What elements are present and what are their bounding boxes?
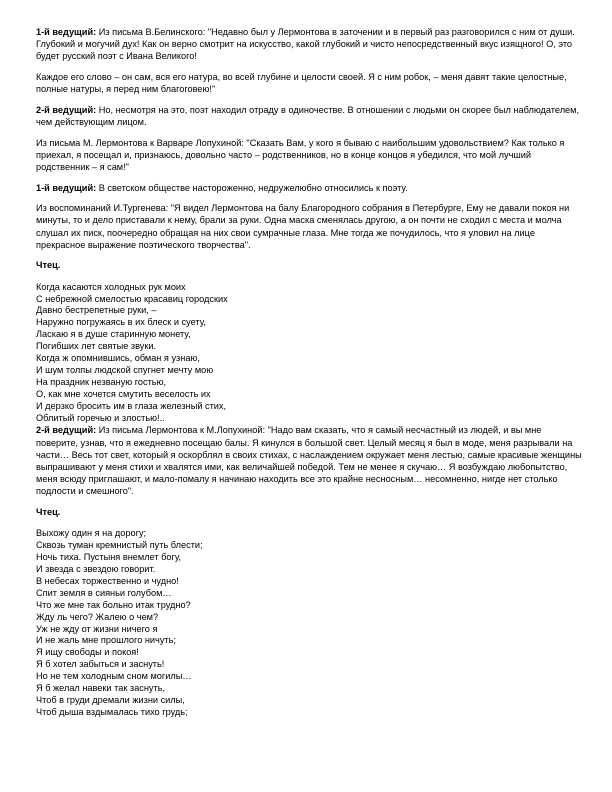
poem-line: Наружно погружаясь в их блеск и суету,: [36, 317, 206, 328]
poem-line: Чтоб в груди дремали жизни силы,: [36, 694, 185, 705]
reader-heading: Чтец.: [36, 260, 61, 271]
poem-line: Уж не жду от жизни ничего я: [36, 623, 158, 634]
poem-line: О, как мне хочется смутить веселость их: [36, 388, 211, 399]
paragraph-4: [36, 137, 582, 174]
paragraph-text: Каждое его слово – он сам, вся его натура, во всей глубине и целости своей. Я с ним робок, – меня давят такие целостные, полные натуры, я перед ним благоговею!": [36, 72, 567, 95]
paragraph-text: Из письма М. Лермонтова к Варваре Лопухиной: "Сказать Вам, у кого я бываю с наибольшим удовольствием? Как только я приехал, я посещал и, признаюсь, довольно часто – родственников, но в конце концов я убедился, что мой лучший родственник – я сам!": [36, 137, 565, 172]
paragraph-2: [36, 71, 582, 95]
poem-line: Я б желал навеки так заснуть,: [36, 683, 166, 694]
paragraph-text: Но, несмотря на это, поэт находил отраду в одиночестве. В отношении с людьми он скорее был наблюдателем, чем действующим лицом.: [36, 104, 580, 127]
poem-line: И дерзко бросить им в глаза железный стих,: [36, 400, 227, 411]
paragraph-1: [36, 26, 582, 63]
poem-line: И не жаль мне прошлого ничуть;: [36, 635, 176, 646]
speaker-label: 1-й ведущий:: [36, 27, 97, 37]
speaker-label: 1-й ведущий:: [36, 182, 97, 193]
poem-line: Ночь тиха. Пустыня внемлет богу,: [36, 552, 182, 563]
poem-line: Я б хотел забыться и заснуть!: [36, 659, 165, 670]
paragraph-3: [36, 104, 582, 128]
poem-line: С небрежной смелостью красавиц городских: [36, 293, 228, 304]
speaker-label: 2-й ведущий:: [36, 104, 97, 115]
paragraph-7: [36, 424, 582, 497]
poem-line: Что же мне так больно итак трудно?: [36, 599, 191, 610]
poem-line: Когда ж опомнившись, обман я узнаю,: [36, 353, 200, 364]
poem-line: Но не тем холодным сном могилы…: [36, 671, 192, 682]
poem-line: И звезда с звездою говорит.: [36, 564, 156, 574]
paragraph-6: [36, 202, 582, 251]
poem-line: Когда касаются холодных рук моих: [36, 281, 186, 292]
poem-line: Выхожу один я на дорогу;: [36, 528, 147, 539]
paragraph-text: Из письма Лермонтова к М.Лопухиной: "Надо вам сказать, что я самый несчастный из людей, и вы мне поверите, узнав, что я ежедневно посещаю балы. Я кинулся в большой свет. Целый месяц я был в моде, меня разрывали на части… Весь тот свет, который я оскорблял в своих стихах, с наслаждением окружает меня лестью, самые красивые женщины выпрашивают у меня стихи и хвалятся ими, как величайшей победой. Тем не менее я скучаю… Я возбуждаю любопытство, меня всюду приглашают, и мало-помалу я начинаю находить все это крайне несносным… несомненно, нигде нет столько подлости и смешного".: [36, 425, 582, 497]
paragraph-5: [36, 182, 582, 194]
poem-line: Спит земля в сияньи голубом…: [36, 587, 172, 598]
poem-line: Ласкаю я в душе старинную монету,: [36, 329, 191, 340]
speaker-label: 2-й ведущий:: [36, 425, 97, 436]
poem-line: Погибших лет святые звуки.: [36, 341, 157, 352]
poem-line: Жду ль чего? Жалею о чем?: [36, 611, 159, 622]
poem-line: Чтоб дыша вздымалась тихо грудь;: [36, 706, 188, 717]
poem-line: В небесах торжественно и чудно!: [36, 575, 179, 586]
paragraph-text: Из воспоминаний И.Тургенева: "Я видел Лермонтова на балу Благородного собрания в Петербурге, Ему не давали покоя ни минуты, то и дело приставали к нему, брали за руки. Одна маска сменялась другою, а он почти не сходил с места и молча слушал их писк, поочередно обращая на них свои сумрачные глаза. Мне тогда же почудилось, что я уловил на лице прекрасное выражение поэтического творчества".: [36, 203, 570, 250]
poem-line: Давно бестрепетные руки, –: [36, 305, 157, 316]
paragraph-text: Из письма В.Белинского: "Недавно был у Лермонтова в заточении и в первый раз разговорился с ним от души. Глубокий и могучий дух! Как он верно смотрит на искусство, какой глубокий и чисто непосредственный вкус изящного! О, это будет русский поэт с Ивана Великого!: [36, 27, 575, 62]
poem-line: На праздник незваную гостью,: [36, 376, 167, 387]
poem-1: [36, 282, 582, 425]
poem-2: [36, 528, 582, 719]
poem-line: Облитый горечью и злостью!..: [36, 412, 165, 423]
poem-line: И шум толпы людской спугнет мечту мою: [36, 364, 214, 375]
poem-line: Я ищу свободы и покоя!: [36, 647, 139, 658]
paragraph-text: В светском обществе настороженно, недружелюбно относились к поэту.: [96, 182, 408, 193]
reader-heading: Чтец.: [36, 507, 61, 518]
poem-line: Сквозь туман кремнистый путь блести;: [36, 540, 203, 551]
